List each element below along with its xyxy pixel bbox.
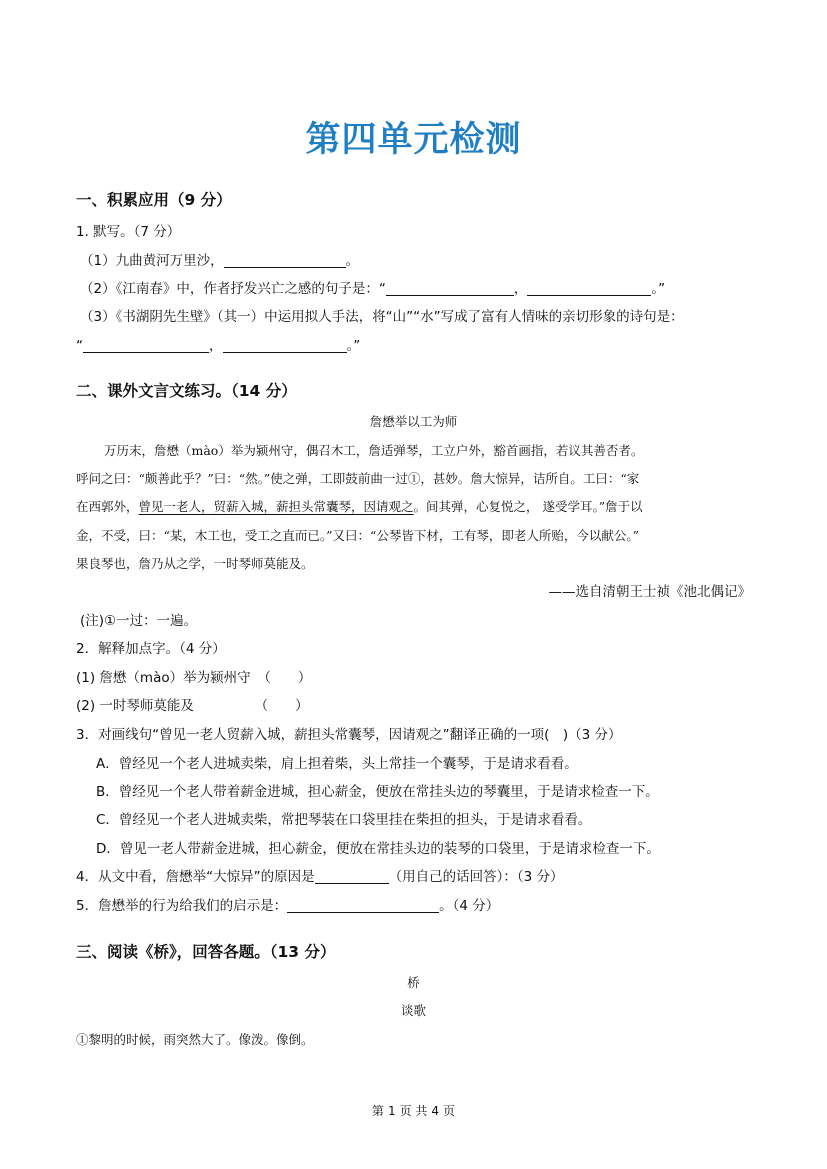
footnote: (注)①一过：一遍。 (80, 613, 198, 629)
story-paragraph-1: ①黎明的时候，雨突然大了。像泼。像倒。 (76, 1032, 314, 1047)
page-title: 第四单元检测 (305, 120, 522, 160)
passage-line-3-start: 在西郭外， (76, 499, 139, 514)
section-3-heading: 三、阅读《桥》，回答各题。（13 分） (76, 943, 336, 961)
footer-prefix: 第 (371, 1104, 384, 1118)
question-5-text: 5．詹懋举的行为给我们的启示是： (76, 898, 288, 914)
answer-blank[interactable] (83, 337, 209, 353)
question-2: 2．解释加点字。（4 分） (76, 641, 226, 657)
question-5-end: 。（4 分） (439, 898, 500, 914)
q1-line1-end: 。 (345, 253, 360, 269)
option-c[interactable]: C．曾经见一个老人进城卖柴，常把琴装在口袋里挂在柴担的担头，于是请求看看。 (96, 812, 592, 828)
question-1: 1. 默写。（7 分） (76, 224, 181, 240)
answer-blank[interactable] (287, 897, 439, 913)
passage-line-3-end: 。间其弹，心复悦之， 遂受学耳。”詹于以 (413, 499, 643, 514)
q1-line2-sep: ， (513, 281, 528, 297)
answer-blank[interactable] (224, 252, 346, 268)
answer-blank[interactable] (315, 868, 389, 884)
section-1-heading: 一、积累应用（9 分） (76, 191, 232, 209)
option-d[interactable]: D．曾见一老人带薪金进城，担心薪金，便放在常挂头边的装琴的口袋里，于是请求检查一下。 (96, 841, 660, 857)
answer-blank[interactable] (527, 280, 651, 296)
q1-line4-open: “ (76, 338, 83, 354)
passage-line-5: 果良琴也，詹乃从之学，一时琴师莫能及。 (76, 556, 314, 571)
passage-line-4: 金，不受，曰：“某，木工也，受工之直而已。”又曰：“公琴皆下材，工有琴，即老人所贻，今以献公。” (76, 528, 640, 543)
passage-source: ——选自清朝王士祯《池北偶记》 (548, 584, 751, 600)
answer-blank[interactable] (223, 337, 347, 353)
question-3: 3．对画线句“曾见一老人贸薪入城，薪担头常囊琴，因请观之”翻译正确的一项( )（3 分） (76, 727, 622, 743)
question-4 (76, 867, 563, 887)
page-number: 1 (387, 1104, 396, 1118)
passage-line-1: 万历末，詹懋（mào）举为颍州守，偶召木工，詹适弹琴，工立户外，豁首画指，若议其善否者。 (104, 443, 644, 458)
question-1-line-2 (80, 279, 665, 299)
option-b[interactable]: B．曾经见一个老人带着薪金进城，担心薪金，便放在常挂头边的琴囊里，于是请求检查一下。 (96, 784, 659, 800)
question-2-item-1: (1) 詹懋（mào）举为颍州守 （ ） (76, 670, 312, 686)
page-total: 4 (431, 1104, 440, 1118)
question-4-end: （用自己的话回答）：（3 分） (388, 869, 564, 885)
passage-line-3 (76, 497, 643, 517)
question-5 (76, 896, 499, 916)
footer-suffix: 页 (443, 1104, 456, 1118)
question-2-item-2: (2) 一时琴师莫能及 （ ） (76, 698, 309, 714)
underlined-sentence: 曾见一老人，贸薪入城，薪担头常囊琴，因请观之 (138, 499, 414, 514)
story-author: 谈歌 (400, 1003, 426, 1018)
q1-line4-end: 。” (346, 338, 361, 354)
answer-blank[interactable] (386, 280, 514, 296)
section-2-heading: 二、课外文言文练习。（14 分） (76, 382, 297, 400)
question-4-text: 4．从文中看，詹懋举“大惊异”的原因是 (76, 869, 315, 885)
passage-line-2: 呼问之曰：“颇善此乎？”曰：“然。”使之弹，工即鼓前曲一过①，甚妙。詹大惊异，诘所自。工曰：“家 (76, 471, 640, 486)
page-footer (0, 1102, 827, 1119)
q1-line2-text: （2）《江南春》中，作者抒发兴亡之感的句子是：“ (80, 281, 386, 297)
footer-middle: 页 共 (399, 1104, 428, 1118)
question-1-line-3: （3）《书湖阴先生壁》（其一）中运用拟人手法，将“山”“水”写成了富有人情味的亲切形象的诗句是： (80, 309, 684, 325)
story-title: 桥 (407, 975, 420, 990)
question-1-line-4 (76, 336, 360, 356)
question-1-line-1 (80, 251, 359, 271)
passage-title: 詹懋举以工为师 (369, 414, 458, 429)
q1-line4-sep: ， (209, 338, 223, 354)
option-a[interactable]: A．曾经见一个老人进城卖柴，肩上担着柴，头上常挂一个囊琴，于是请求看看。 (96, 756, 578, 772)
q1-line1-text: （1）九曲黄河万里沙， (80, 253, 224, 269)
q1-line2-end: 。” (651, 281, 666, 297)
